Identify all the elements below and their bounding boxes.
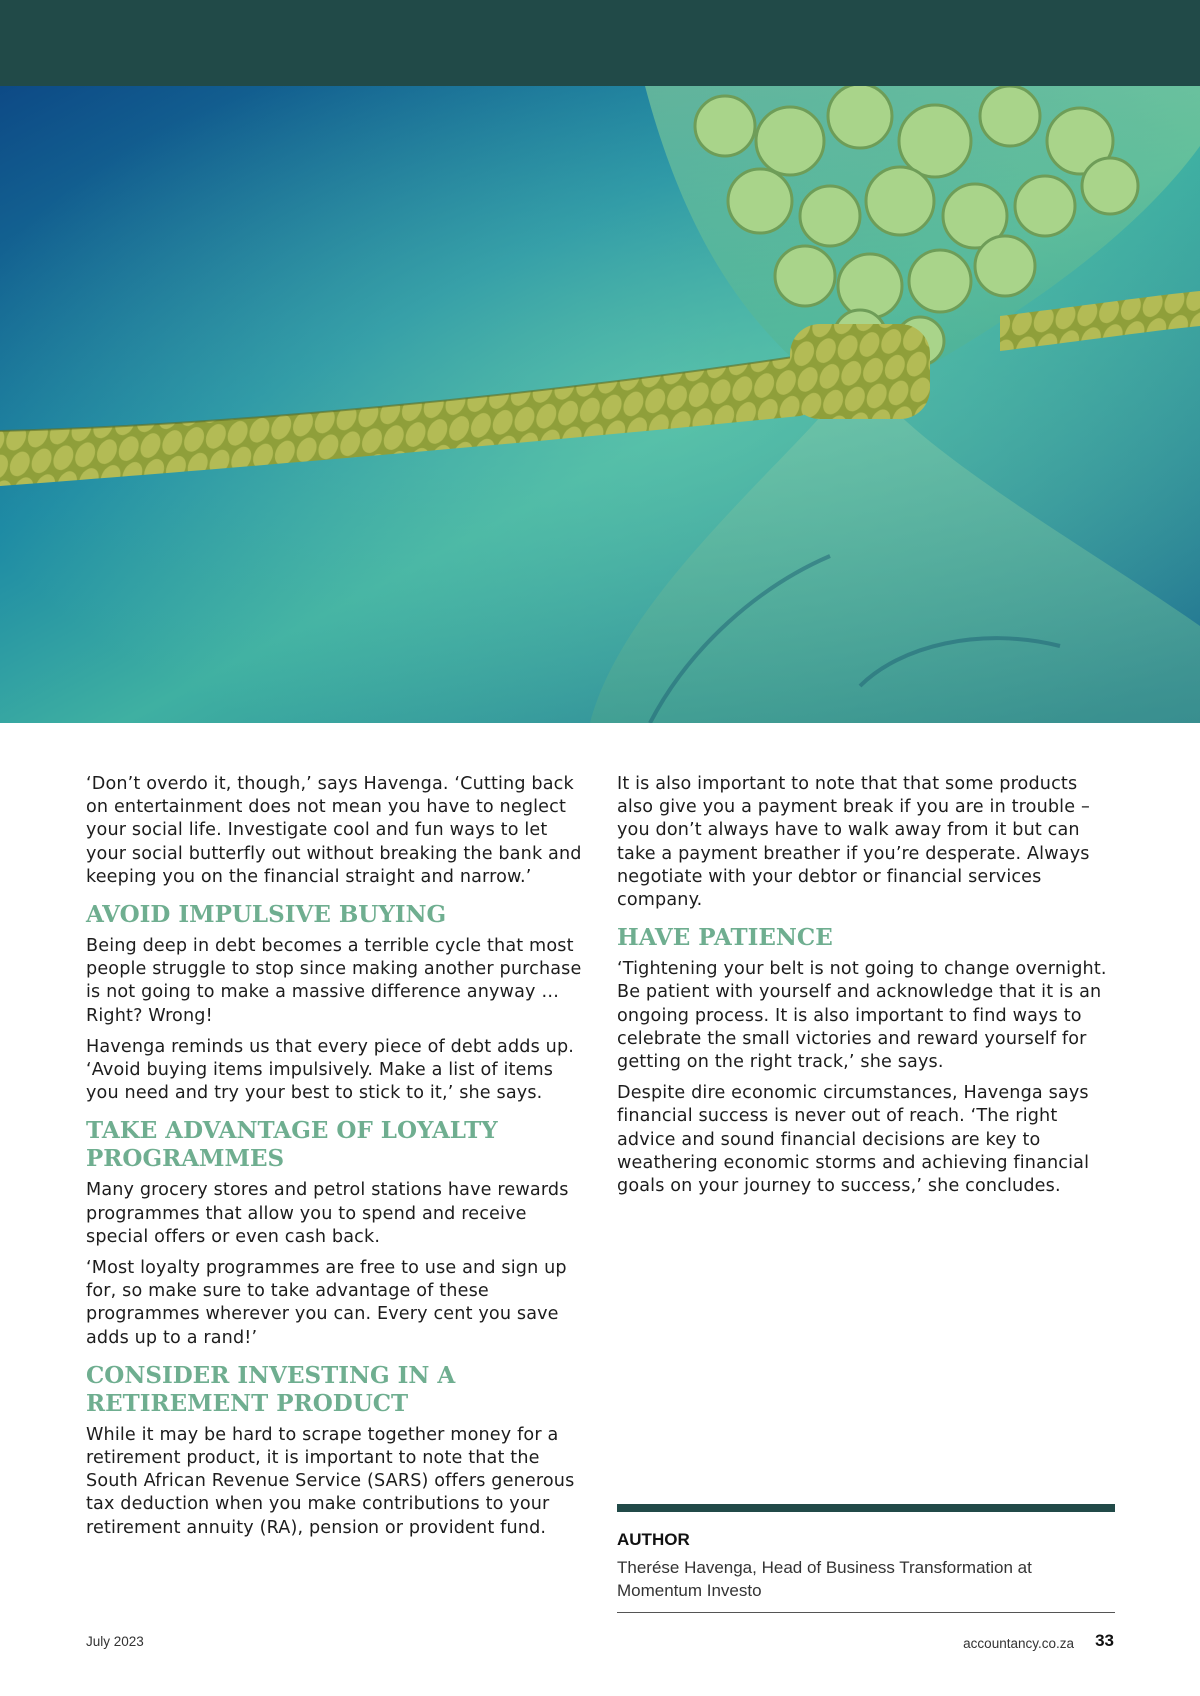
right-column xyxy=(617,773,1115,1206)
page-number: 33 xyxy=(1095,1631,1114,1650)
left-column xyxy=(86,773,582,1548)
paragraph: Being deep in debt becomes a terrible cycle that most people struggle to stop since making another purchase is not going to make a massive difference anyway … Right? Wrong! xyxy=(86,936,582,1026)
paragraph: While it may be hard to scrape together money for a retirement product, it is important to note that the South African Revenue Service (SARS) offers generous tax deduction when you make contributions to your retirement annuity (RA), pension or provident fund. xyxy=(86,1424,575,1538)
subheading-avoid-impulsive-buying: AVOID IMPULSIVE BUYING xyxy=(86,901,447,929)
paragraph: Many grocery stores and petrol stations have rewards programmes that allow you to spend and receive special offers or even cash back. xyxy=(86,1180,569,1247)
paragraph: It is also important to note that that some products also give you a payment break if you are in trouble – you don’t always have to walk away from it but can take a payment breather if you’re desperate. Always negotiate with your debtor or financial services company. xyxy=(617,774,1090,911)
hero-image xyxy=(0,86,1200,723)
paragraph: ‘Don’t overdo it, though,’ says Havenga. ‘Cutting back on entertainment does not mean you have to neglect your social life. Investigate cool and fun ways to let your social butterfly out without breaking the bank and keeping you on the financial straight and narrow.’ xyxy=(86,774,582,887)
footer-site: accountancy.co.za xyxy=(963,1636,1074,1651)
author-bottom-rule xyxy=(617,1612,1115,1613)
paragraph: Despite dire economic circumstances, Havenga says financial success is never out of reach. ‘The right advice and sound financial decisions are key to weathering economic storms and achieving financial goals on your journey to success,’ she concludes. xyxy=(617,1083,1090,1197)
author-credit: Therése Havenga, Head of Business Transformation at Momentum Investo xyxy=(617,1558,1032,1600)
paragraph: ‘Tightening your belt is not going to change overnight. Be patient with yourself and acknowledge that it is an ongoing process. It is also important to find ways to celebrate the small victories and reward yourself for getting on the right track,’ she says. xyxy=(617,959,1107,1073)
top-color-band xyxy=(0,0,1200,86)
paragraph: ‘Most loyalty programmes are free to use and sign up for, so make sure to take advantage of these programmes wherever you can. Every cent you save adds up to a rand!’ xyxy=(86,1258,567,1348)
author-box xyxy=(617,1504,1115,1613)
footer-date: July 2023 xyxy=(86,1634,144,1649)
subheading-retirement-product: CONSIDER INVESTING IN A RETIREMENT PRODUCT xyxy=(86,1361,456,1417)
paragraph: Havenga reminds us that every piece of debt adds up. ‘Avoid buying items impulsively. Make a list of items you need and try your best to stick to it,’ she says. xyxy=(86,1036,575,1104)
subheading-have-patience: HAVE PATIENCE xyxy=(617,924,833,952)
author-heading: AUTHOR xyxy=(617,1530,690,1549)
author-top-rule xyxy=(617,1504,1115,1512)
subheading-loyalty-programmes: TAKE ADVANTAGE OF LOYALTY PROGRAMMES xyxy=(86,1117,498,1173)
